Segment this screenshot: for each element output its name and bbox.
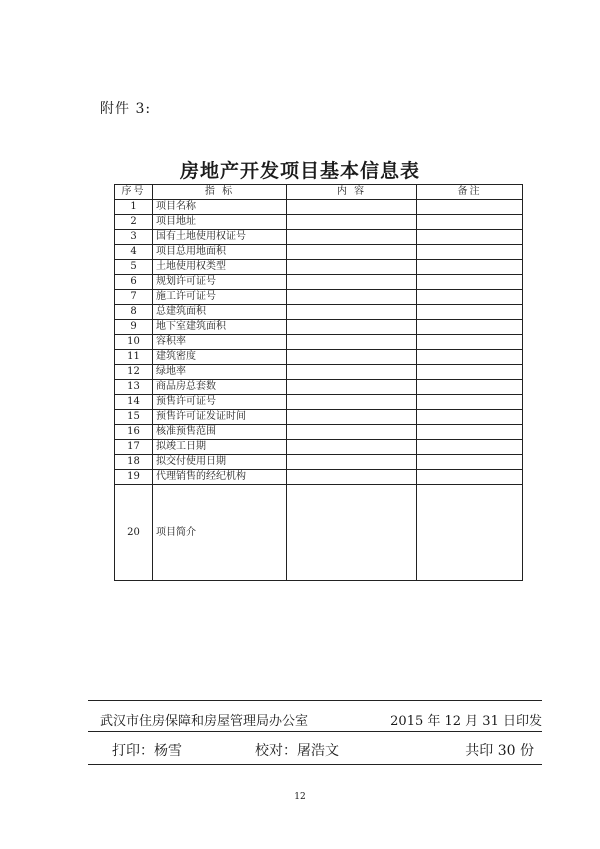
row-remarks [417, 365, 523, 380]
footer-middle-rule [88, 731, 542, 732]
table-row [115, 290, 523, 305]
row-number: 19 [115, 470, 153, 485]
row-indicator: 项目简介 [153, 485, 287, 581]
row-indicator: 土地使用权类型 [153, 260, 287, 275]
printer: 打印：杨雪 [112, 743, 182, 759]
table-row [115, 365, 523, 380]
row-remarks [417, 230, 523, 245]
info-table-body [115, 200, 523, 581]
info-table [114, 184, 523, 581]
issuer: 武汉市住房保障和房屋管理局办公室 [100, 714, 309, 729]
row-content [287, 215, 417, 230]
row-content [287, 470, 417, 485]
header-row [115, 185, 523, 200]
row-content [287, 365, 417, 380]
row-remarks [417, 335, 523, 350]
row-indicator: 总建筑面积 [153, 305, 287, 320]
table-row [115, 305, 523, 320]
row-remarks [417, 470, 523, 485]
row-remarks [417, 290, 523, 305]
row-number: 3 [115, 230, 153, 245]
row-remarks [417, 455, 523, 470]
row-content [287, 245, 417, 260]
table-row [115, 260, 523, 275]
row-remarks [417, 440, 523, 455]
row-content [287, 275, 417, 290]
info-table-header [115, 185, 523, 200]
row-indicator: 商品房总套数 [153, 380, 287, 395]
row-content [287, 200, 417, 215]
table-row [115, 380, 523, 395]
row-indicator: 项目地址 [153, 215, 287, 230]
table-row [115, 350, 523, 365]
row-number: 1 [115, 200, 153, 215]
row-indicator: 建筑密度 [153, 350, 287, 365]
row-number: 4 [115, 245, 153, 260]
row-content [287, 425, 417, 440]
row-content [287, 230, 417, 245]
row-content [287, 485, 417, 581]
row-content [287, 260, 417, 275]
table-row [115, 230, 523, 245]
row-indicator: 项目名称 [153, 200, 287, 215]
row-number: 12 [115, 365, 153, 380]
row-number: 11 [115, 350, 153, 365]
row-remarks [417, 245, 523, 260]
attachment-label: 附件 3: [100, 101, 152, 117]
table-row [115, 275, 523, 290]
row-remarks [417, 305, 523, 320]
row-number: 17 [115, 440, 153, 455]
row-content [287, 350, 417, 365]
table-row [115, 320, 523, 335]
row-remarks [417, 200, 523, 215]
row-remarks [417, 485, 523, 581]
row-number: 2 [115, 215, 153, 230]
row-number: 6 [115, 275, 153, 290]
row-remarks [417, 425, 523, 440]
row-indicator: 地下室建筑面积 [153, 320, 287, 335]
table-row [115, 440, 523, 455]
row-indicator: 绿地率 [153, 365, 287, 380]
row-number: 20 [115, 485, 153, 581]
footer-bottom-rule [88, 764, 542, 765]
proofreader: 校对：屠浩文 [255, 743, 339, 759]
header-content: 内 容 [287, 185, 417, 200]
row-indicator: 拟交付使用日期 [153, 455, 287, 470]
row-remarks [417, 215, 523, 230]
row-remarks [417, 275, 523, 290]
issue-date: 2015 年 12 月 31 日印发 [390, 714, 542, 729]
row-number: 14 [115, 395, 153, 410]
row-indicator: 预售许可证号 [153, 395, 287, 410]
table-row [115, 215, 523, 230]
table-row [115, 455, 523, 470]
footer-top-rule [88, 700, 542, 701]
row-indicator: 国有土地使用权证号 [153, 230, 287, 245]
row-number: 15 [115, 410, 153, 425]
row-content [287, 335, 417, 350]
table-row [115, 485, 523, 581]
row-remarks [417, 260, 523, 275]
header-no: 序号 [115, 185, 153, 200]
row-content [287, 395, 417, 410]
table-row [115, 395, 523, 410]
row-remarks [417, 320, 523, 335]
table-row [115, 200, 523, 215]
page-number: 12 [294, 792, 306, 802]
row-number: 9 [115, 320, 153, 335]
row-indicator: 施工许可证号 [153, 290, 287, 305]
page-title: 房地产开发项目基本信息表 [179, 160, 420, 182]
row-indicator: 项目总用地面积 [153, 245, 287, 260]
row-content [287, 320, 417, 335]
row-indicator: 拟竣工日期 [153, 440, 287, 455]
row-remarks [417, 395, 523, 410]
row-number: 13 [115, 380, 153, 395]
header-indicator: 指 标 [153, 185, 287, 200]
row-number: 8 [115, 305, 153, 320]
table-row [115, 410, 523, 425]
row-content [287, 290, 417, 305]
row-remarks [417, 410, 523, 425]
footer-issuer-line [100, 710, 542, 729]
row-indicator: 核准预售范围 [153, 425, 287, 440]
row-number: 7 [115, 290, 153, 305]
row-content [287, 440, 417, 455]
table-row [115, 245, 523, 260]
table-row [115, 425, 523, 440]
row-number: 5 [115, 260, 153, 275]
table-row [115, 335, 523, 350]
row-number: 16 [115, 425, 153, 440]
row-content [287, 410, 417, 425]
row-number: 18 [115, 455, 153, 470]
header-remarks: 备注 [417, 185, 523, 200]
row-indicator: 规划许可证号 [153, 275, 287, 290]
row-content [287, 305, 417, 320]
row-remarks [417, 350, 523, 365]
table-row [115, 470, 523, 485]
row-indicator: 代理销售的经纪机构 [153, 470, 287, 485]
row-content [287, 380, 417, 395]
copies: 共印 30 份 [465, 743, 534, 759]
row-indicator: 预售许可证发证时间 [153, 410, 287, 425]
row-content [287, 455, 417, 470]
row-remarks [417, 380, 523, 395]
row-number: 10 [115, 335, 153, 350]
row-indicator: 容积率 [153, 335, 287, 350]
